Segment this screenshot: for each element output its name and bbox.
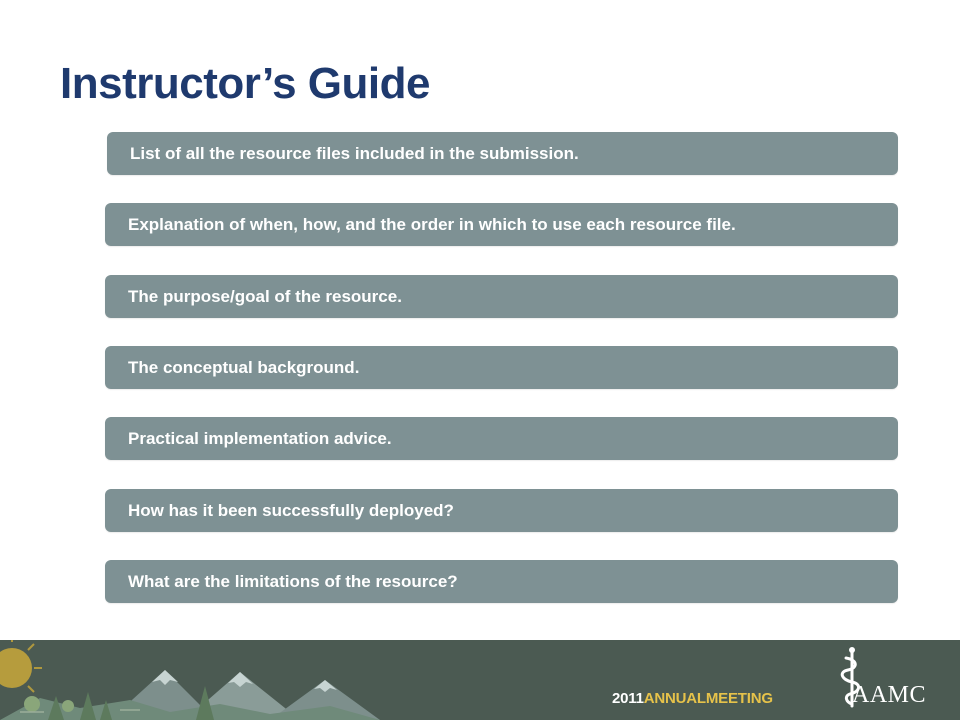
list-item: What are the limitations of the resource? bbox=[105, 560, 898, 603]
slide-title: Instructor’s Guide bbox=[60, 59, 430, 108]
list-item: The purpose/goal of the resource. bbox=[105, 275, 898, 318]
meeting-year: 2011 bbox=[612, 690, 644, 707]
aamc-logo-text: AAMC bbox=[852, 682, 927, 708]
list-item: List of all the resource files included in the submission. bbox=[107, 132, 898, 175]
meeting-annual: ANNUAL bbox=[643, 690, 706, 707]
meeting-word: MEETING bbox=[705, 690, 773, 707]
annual-meeting-label bbox=[612, 690, 773, 707]
list-item: The conceptual background. bbox=[105, 346, 898, 389]
list-item: Explanation of when, how, and the order in which to use each resource file. bbox=[105, 203, 898, 246]
landscape-illustration bbox=[0, 640, 960, 720]
list-item: How has it been successfully deployed? bbox=[105, 489, 898, 532]
footer-banner bbox=[0, 640, 960, 720]
list-item: Practical implementation advice. bbox=[105, 417, 898, 460]
sun-icon bbox=[0, 640, 42, 692]
